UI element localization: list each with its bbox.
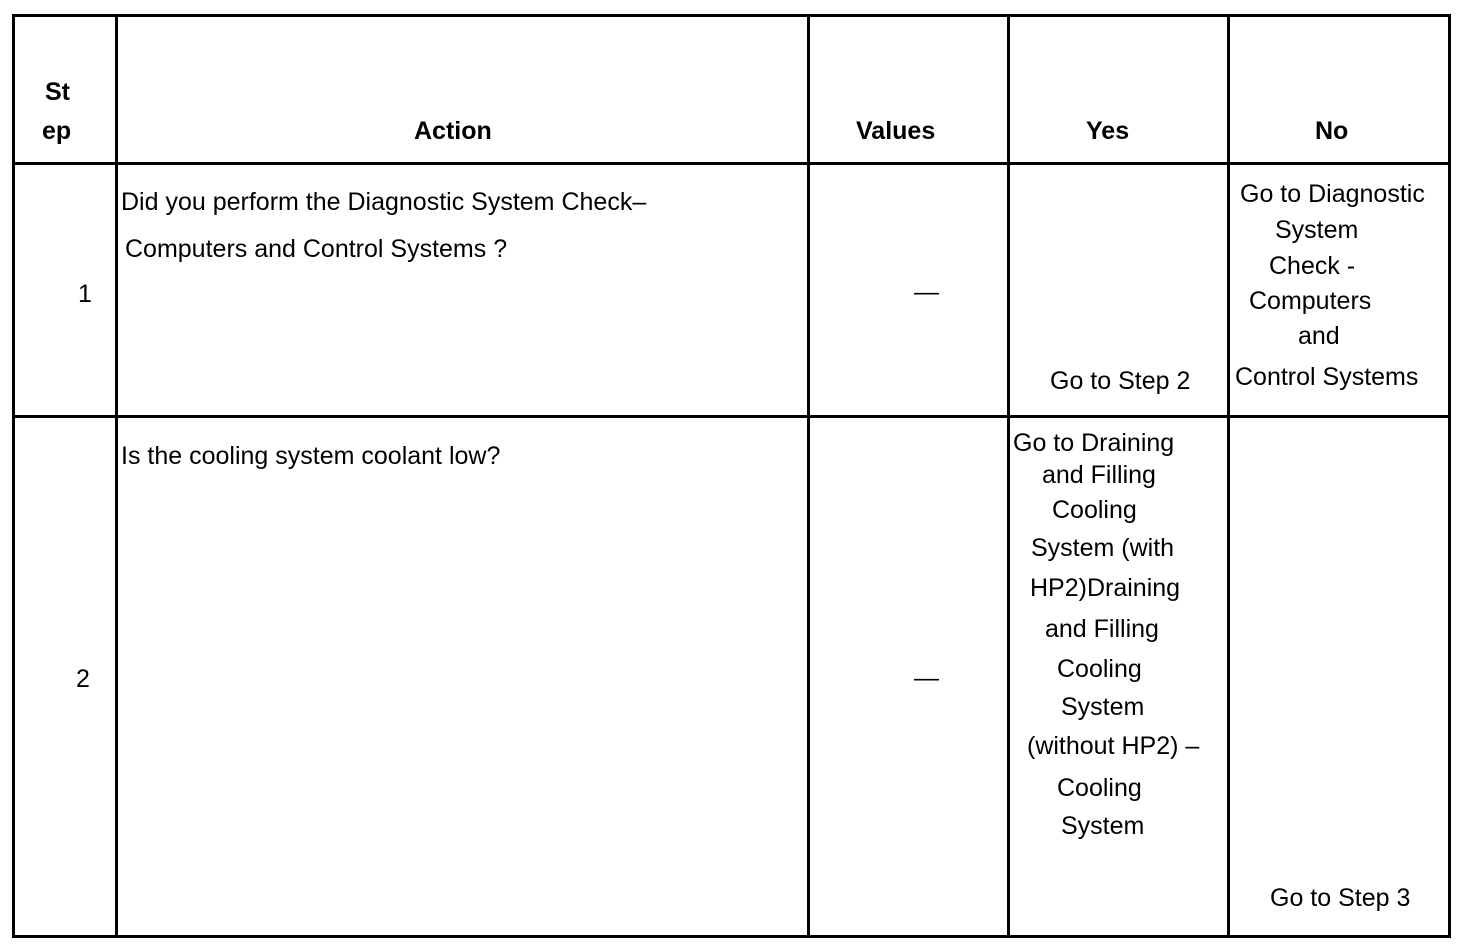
no-text-line: Go to Diagnostic [1240,180,1425,209]
step-number: 1 [78,280,92,309]
action-text-line1: Did you perform the Diagnostic System Check– [121,188,647,217]
yes-text-line: and Filling [1045,615,1159,644]
yes-text-line: Go to Draining [1013,429,1175,458]
action-cell [117,164,809,417]
no-text: Go to Step 3 [1270,884,1411,913]
yes-text: Go to Step 2 [1050,367,1191,396]
table-row [14,417,1450,937]
no-text-line: Control Systems [1235,363,1419,392]
yes-text-line: HP2)Draining [1030,574,1181,603]
no-text-line: Check - [1269,252,1356,281]
no-cell [1229,164,1450,417]
no-header-cell [1229,16,1450,164]
action-cell [117,417,809,937]
values-text: — [914,664,939,693]
step-header-line1: St [45,78,70,106]
no-text-line: System [1275,216,1359,245]
yes-text-line: Cooling [1057,655,1142,684]
yes-header: Yes [1086,117,1130,145]
yes-header-cell [1009,16,1229,164]
table-row [14,164,1450,417]
yes-text-line: System [1061,812,1145,841]
step-cell [14,164,117,417]
diagnostic-table [12,14,1451,938]
yes-text-line: and Filling [1042,461,1156,490]
no-text-line: Computers [1249,287,1372,316]
yes-cell [1009,417,1229,937]
step-header-line2: ep [42,117,72,145]
values-header-cell [809,16,1009,164]
values-text: — [914,278,939,307]
action-header: Action [414,117,492,145]
values-header: Values [856,117,936,145]
yes-text-line: Cooling [1057,774,1142,803]
step-header-cell [14,16,117,164]
values-cell [809,164,1009,417]
action-text-line2: Computers and Control Systems ? [125,235,508,264]
values-cell [809,417,1009,937]
action-header-cell [117,16,809,164]
step-cell [14,417,117,937]
yes-text-line: Cooling [1052,496,1137,525]
no-text-line: and [1298,322,1340,351]
yes-text-line: (without HP2) – [1027,732,1200,761]
no-cell [1229,417,1450,937]
yes-text-line: System [1061,693,1145,722]
step-number: 2 [76,665,90,694]
yes-cell [1009,164,1229,417]
action-text-line1: Is the cooling system coolant low? [121,442,501,471]
no-header: No [1315,117,1349,145]
yes-text-line: System (with [1031,534,1175,563]
header-row [14,16,1450,164]
